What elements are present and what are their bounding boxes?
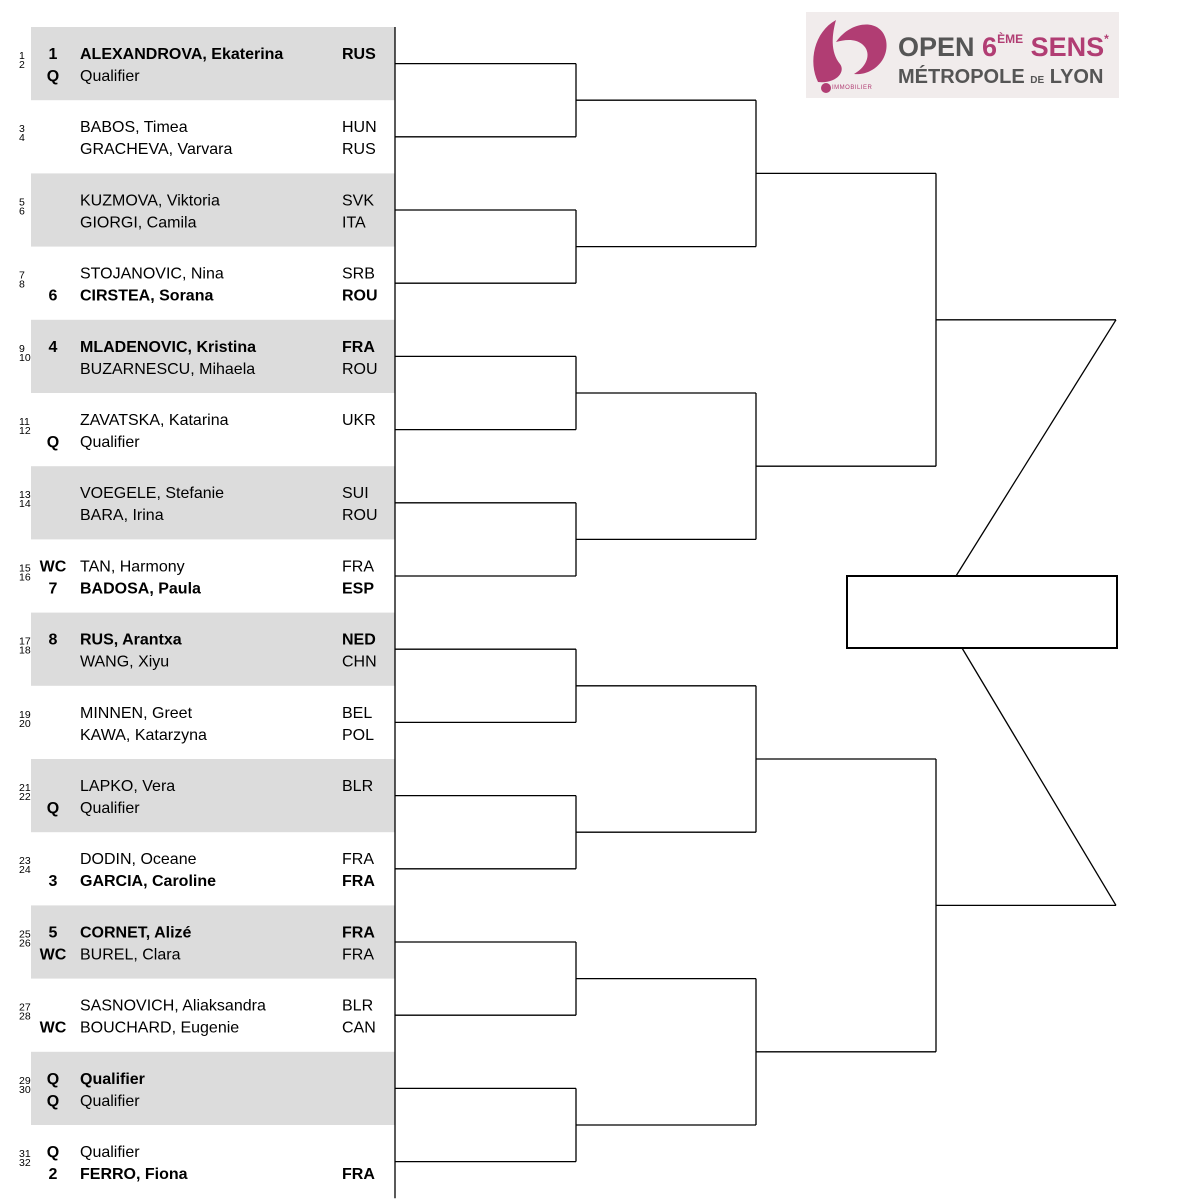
logo-eme: ÈME: [997, 32, 1024, 46]
draw-position: 16: [19, 571, 31, 584]
player-name: Qualifier: [80, 1144, 140, 1161]
player-name: GIORGI, Camila: [80, 214, 197, 232]
player-name: ZAVATSKA, Katarina: [80, 412, 229, 429]
draw-position: 26: [19, 937, 31, 950]
player-country: ROU: [342, 287, 378, 305]
player-name: Qualifier: [80, 1070, 145, 1088]
draw-position: 1: [19, 50, 25, 62]
player-name: FERRO, Fiona: [80, 1166, 188, 1183]
player-country: CHN: [342, 653, 377, 671]
draw-position: 3: [19, 123, 25, 136]
seed-label: WC: [39, 1019, 67, 1037]
player-name: RUS, Arantxa: [80, 631, 182, 649]
player-name: Qualifier: [80, 68, 140, 85]
draw-position: 22: [19, 791, 31, 803]
player-country: CAN: [342, 1019, 376, 1037]
seed-label: 5: [48, 924, 58, 942]
player-name: MINNEN, Greet: [80, 704, 193, 722]
logo-asterisk: *: [1104, 32, 1109, 46]
seed-label: 8: [48, 631, 58, 649]
player-name: GRACHEVA, Varvara: [80, 141, 233, 159]
player-country: FRA: [342, 924, 375, 942]
draw-position: 24: [19, 864, 31, 877]
player-country: RUS: [342, 141, 376, 159]
draw-position: 20: [19, 717, 31, 730]
player-name: BADOSA, Paula: [80, 580, 201, 598]
player-country: BEL: [342, 704, 373, 722]
draw-position: 30: [19, 1083, 31, 1096]
logo-brand: IMMOBILIER: [832, 85, 873, 91]
player-country: SUI: [342, 485, 369, 503]
seed-label: Q: [46, 434, 60, 451]
logo-sens: SENS: [1030, 32, 1105, 62]
player-name: MLADENOVIC, Kristina: [80, 338, 257, 356]
player-name: WANG, Xiyu: [80, 653, 170, 671]
match-block-shade: [31, 1052, 395, 1125]
player-name: BUZARNESCU, Mihaela: [80, 360, 256, 378]
player-name: CORNET, Alizé: [80, 924, 192, 942]
player-name: DODIN, Oceane: [80, 851, 197, 869]
match-block-shade: [31, 905, 395, 978]
logo-title: [898, 32, 1109, 63]
player-country: POL: [342, 726, 375, 744]
final-diagonal: [962, 648, 1116, 905]
seed-label: 6: [48, 287, 58, 305]
draw-position: 9: [19, 342, 25, 355]
draw-position: 31: [19, 1148, 31, 1160]
logo-metropole: MÉTROPOLE: [898, 66, 1025, 88]
seed-label: WC: [39, 558, 67, 576]
draw-position: 11: [19, 416, 30, 428]
match-block-shade: [31, 320, 395, 393]
seed-label: 7: [48, 580, 58, 598]
draw-position: 17: [19, 635, 31, 648]
player-country: BLR: [342, 997, 374, 1015]
player-name: TAN, Harmony: [80, 558, 185, 576]
seed-label: Q: [46, 800, 60, 817]
match-block-shade: [31, 759, 395, 832]
player-name: Qualifier: [80, 800, 140, 817]
draw-position: 19: [19, 708, 31, 721]
champion-box: [847, 576, 1117, 648]
player-country: ROU: [342, 360, 378, 378]
player-country: ITA: [342, 214, 366, 232]
player-name: BABOS, Timea: [80, 119, 188, 137]
player-name: BUREL, Clara: [80, 946, 181, 964]
player-country: FRA: [342, 946, 374, 964]
player-country: ESP: [342, 580, 375, 598]
player-name: BOUCHARD, Eugenie: [80, 1019, 240, 1037]
logo-six: 6: [982, 32, 998, 62]
seed-label: Q: [46, 1070, 60, 1088]
logo-subtitle: [898, 66, 1103, 89]
draw-position: 32: [19, 1157, 31, 1169]
seed-label: Q: [46, 1092, 60, 1110]
player-name: SASNOVICH, Aliaksandra: [80, 997, 266, 1015]
player-name: CIRSTEA, Sorana: [80, 287, 214, 305]
draw-position: 23: [19, 855, 31, 868]
player-country: FRA: [342, 851, 374, 869]
player-name: KUZMOVA, Viktoria: [80, 192, 220, 210]
draw-position: 21: [19, 782, 31, 794]
draw-position: 10: [19, 351, 31, 364]
draw-position: 7: [19, 269, 25, 282]
draw-position: 12: [19, 425, 31, 437]
match-block-shade: [31, 27, 395, 100]
player-country: FRA: [342, 1166, 375, 1183]
draw-position: 4: [19, 132, 25, 145]
logo-de: DE: [1030, 75, 1045, 86]
player-name: KAWA, Katarzyna: [80, 726, 207, 744]
draw-position: 15: [19, 562, 31, 575]
player-name: Qualifier: [80, 434, 140, 451]
draw-position: 27: [19, 1001, 31, 1014]
draw-position: 8: [19, 278, 25, 291]
player-country: HUN: [342, 119, 377, 137]
seed-label: 3: [48, 873, 58, 891]
player-country: BLR: [342, 778, 374, 795]
player-name: LAPKO, Vera: [80, 778, 176, 795]
player-country: SVK: [342, 192, 375, 210]
tournament-logo: [806, 12, 1119, 98]
draw-position: 5: [19, 196, 25, 209]
draw-position: 29: [19, 1074, 31, 1087]
draw-position: 6: [19, 205, 25, 218]
player-country: RUS: [342, 46, 376, 63]
player-name: VOEGELE, Stefanie: [80, 485, 225, 503]
player-name: ALEXANDROVA, Ekaterina: [80, 46, 284, 63]
player-name: Qualifier: [80, 1092, 140, 1110]
logo-lyon: LYON: [1049, 66, 1104, 88]
draw-position: 28: [19, 1010, 31, 1023]
player-country: FRA: [342, 558, 374, 576]
player-name: BARA, Irina: [80, 507, 164, 525]
player-name: STOJANOVIC, Nina: [80, 265, 224, 283]
draw-position: 14: [19, 498, 31, 511]
draw-position: 25: [19, 928, 31, 941]
final-diagonal: [956, 320, 1116, 576]
match-block-shade: [31, 466, 395, 539]
seed-label: Q: [46, 68, 60, 85]
draw-position: 2: [19, 59, 25, 71]
match-block-shade: [31, 613, 395, 686]
seed-label: WC: [39, 946, 67, 964]
player-country: UKR: [342, 412, 376, 429]
draw-position: 13: [19, 489, 31, 502]
match-block-shade: [31, 173, 395, 246]
logo-open: OPEN: [898, 32, 975, 62]
seed-label: 4: [48, 338, 58, 356]
seed-label: 1: [48, 46, 58, 63]
player-name: GARCIA, Caroline: [80, 873, 217, 891]
draw-position: 18: [19, 644, 31, 657]
seed-label: 2: [48, 1166, 58, 1183]
player-country: ROU: [342, 507, 378, 525]
seed-label: Q: [46, 1144, 60, 1161]
player-country: FRA: [342, 338, 375, 356]
player-country: SRB: [342, 265, 375, 283]
player-country: FRA: [342, 873, 375, 891]
player-country: NED: [342, 631, 376, 649]
